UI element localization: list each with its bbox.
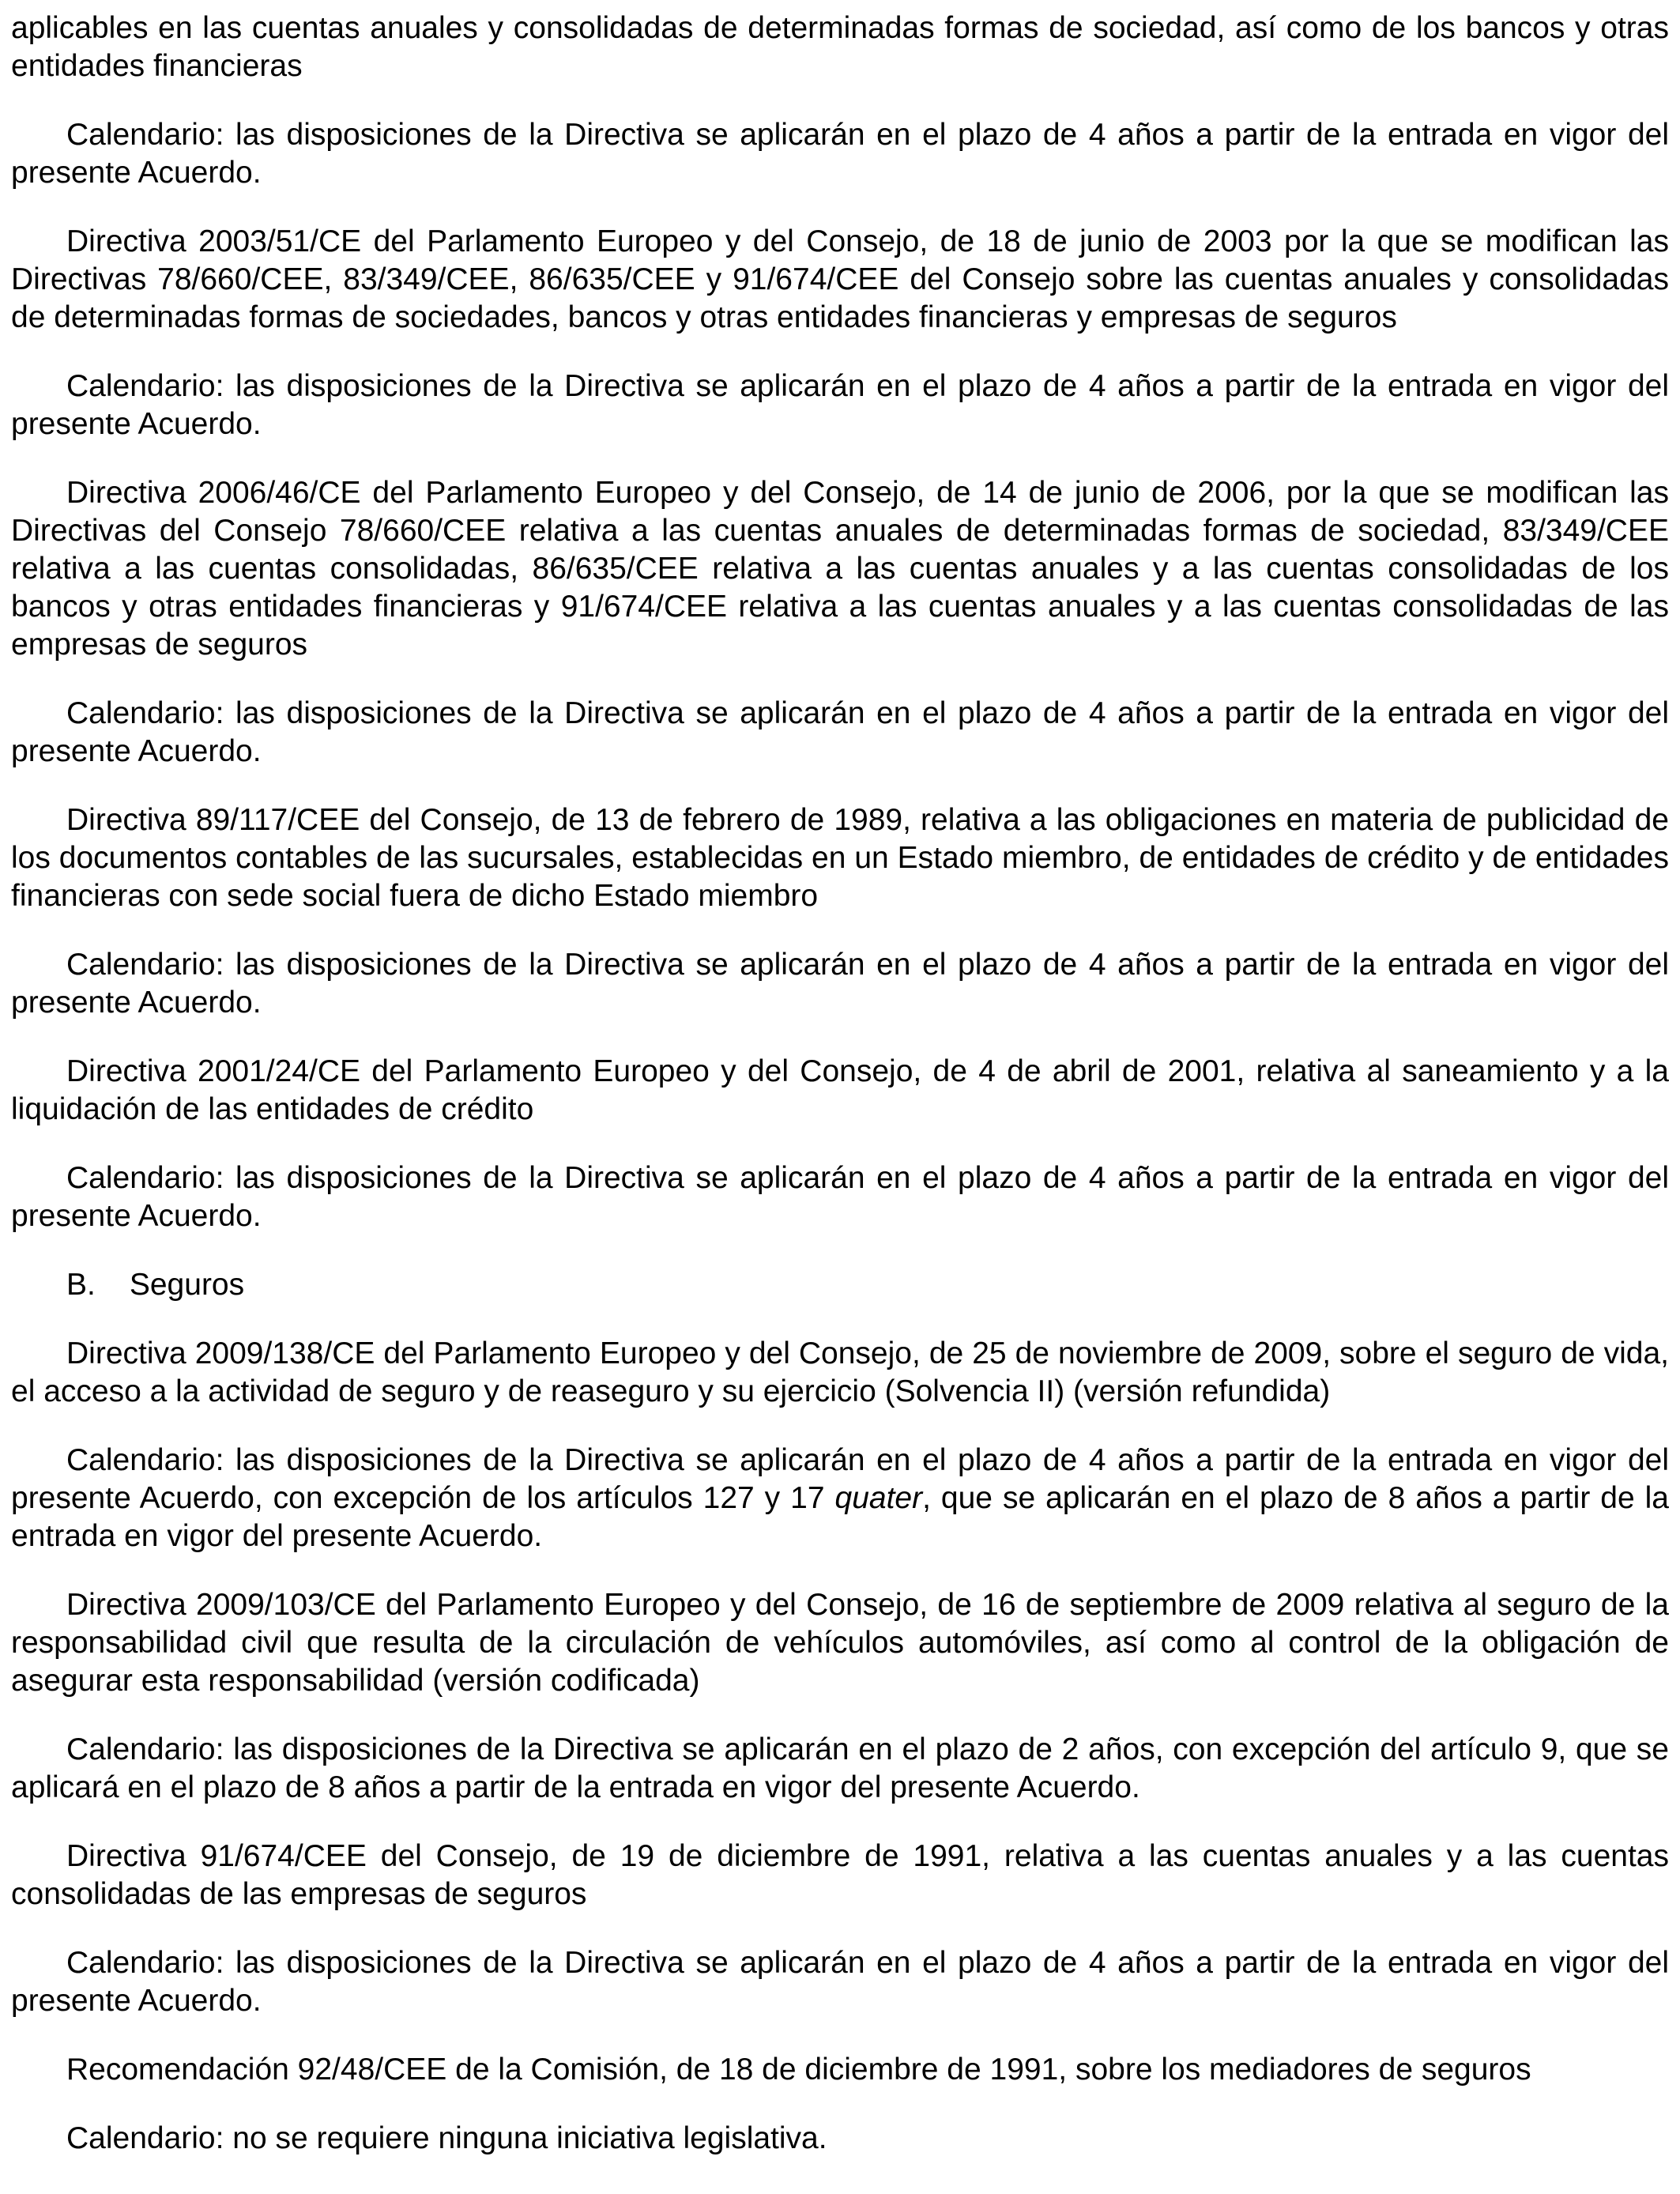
text-run: Directiva 2003/51/CE del Parlamento Europeo y del Consejo, de 18 de junio de 2003 por la que se modifican las Directivas 78/660/CEE, 83/349/CEE, 86/635/CEE y 91/674/CEE del Consejo sobre las cuentas anuales y consolidadas de determinadas formas de sociedades, bancos y otras entidades financieras y empresas de seguros [11,224,1669,334]
paragraph-directive-2009-103 [11,1586,1669,1700]
text-run: Directiva 2009/103/CE del Parlamento Europeo y del Consejo, de 16 de septiembre de 2009 relativa al seguro de la responsabilidad civil que resulta de la circulación de vehículos automóviles, así como al control de la obligación de asegurar esta responsabilidad (versión codificada) [11,1588,1669,1698]
paragraph-calendar-2-anos [11,1731,1669,1807]
text-run: Calendario: las disposiciones de la Directiva se aplicarán en el plazo de 2 años, con excepción del artículo 9, que se aplicará en el plazo de 8 años a partir de la entrada en vigor del presente Acuerdo. [11,1732,1669,1804]
paragraph-calendar-no-iniciativa [11,2120,1669,2158]
text-run: Directiva 2001/24/CE del Parlamento Europeo y del Consejo, de 4 de abril de 2001, relativa al saneamiento y a la liquidación de las entidades de crédito [11,1054,1669,1126]
paragraph-directive-2006-46 [11,474,1669,664]
italic-term: quater [834,1481,923,1515]
paragraph-directive-2003-51 [11,223,1669,337]
paragraph-calendar-4-anos [11,116,1669,192]
paragraph-calendar-4-anos [11,368,1669,443]
text-run: Directiva 2006/46/CE del Parlamento Europeo y del Consejo, de 14 de junio de 2006, por la que se modifican las Directivas del Consejo 78/660/CEE relativa a las cuentas anuales de determinadas formas de sociedad, 83/349/CEE relativa a las cuentas consolidadas, 86/635/CEE relativa a las cuentas anuales y a las cuentas consolidadas de los bancos y otras entidades financieras y 91/674/CEE relativa a las cuentas anuales y a las cuentas consolidadas de las empresas de seguros [11,476,1669,662]
paragraph-calendar-4-anos [11,1159,1669,1235]
section-heading-title: Seguros [129,1268,245,1302]
text-run: Calendario: las disposiciones de la Directiva se aplicarán en el plazo de 4 años a partir de la entrada en vigor del presente Acuerdo. [11,696,1669,768]
paragraph-directive-2009-138 [11,1335,1669,1411]
text-run: Calendario: las disposiciones de la Directiva se aplicarán en el plazo de 4 años a partir de la entrada en vigor del presente Acuerdo. [11,1946,1669,2018]
text-run: Calendario: las disposiciones de la Directiva se aplicarán en el plazo de 4 años a partir de la entrada en vigor del presente Acuerdo. [11,369,1669,441]
text-run: Recomendación 92/48/CEE de la Comisión, de 18 de diciembre de 1991, sobre los mediadores de seguros [66,2053,1531,2087]
text-run: , que se aplicarán en el plazo de 8 años a partir de la entrada en vigor del presente Acuerdo. [11,1481,1669,1553]
paragraph-continuation [11,9,1669,85]
paragraph-directive-2001-24 [11,1053,1669,1129]
text-run: aplicables en las cuentas anuales y consolidadas de determinadas formas de sociedad, así como de los bancos y otras entidades financieras [11,11,1669,83]
paragraph-recommendation-92-48 [11,2051,1669,2089]
text-run: Calendario: las disposiciones de la Directiva se aplicarán en el plazo de 4 años a partir de la entrada en vigor del presente Acuerdo. [11,948,1669,1020]
paragraph-calendar-4-anos [11,695,1669,771]
text-run: Calendario: no se requiere ninguna iniciativa legislativa. [66,2121,827,2155]
paragraph-directive-91-674 [11,1838,1669,1913]
text-run: Directiva 91/674/CEE del Consejo, de 19 de diciembre de 1991, relativa a las cuentas anuales y a las cuentas consolidadas de las empresas de seguros [11,1839,1669,1911]
text-run: Calendario: las disposiciones de la Directiva se aplicarán en el plazo de 4 años a partir de la entrada en vigor del presente Acuerdo. [11,1161,1669,1233]
text-run: Calendario: las disposiciones de la Directiva se aplicarán en el plazo de 4 años a partir de la entrada en vigor del presente Acuerdo. [11,118,1669,190]
paragraph-calendar-solvencia [11,1442,1669,1555]
text-run: Calendario: las disposiciones de la Directiva se aplicarán en el plazo de 4 años a partir de la entrada en vigor del presente Acuerdo, con excepción de los artículos 127 y 17 [11,1443,1669,1515]
text-run: Directiva 2009/138/CE del Parlamento Europeo y del Consejo, de 25 de noviembre de 2009, sobre el seguro de vida, el acceso a la actividad de seguro y de reaseguro y su ejercicio (Solvencia II) (versión refundida) [11,1336,1669,1408]
paragraph-calendar-4-anos [11,946,1669,1022]
section-heading-b-seguros [11,1266,1669,1304]
section-heading-label: B. [66,1268,96,1302]
paragraph-directive-89-117 [11,801,1669,915]
text-run: Directiva 89/117/CEE del Consejo, de 13 de febrero de 1989, relativa a las obligaciones en materia de publicidad de los documentos contables de las sucursales, establecidas en un Estado miembro, de entidades de crédito y de entidades financieras con sede social fuera de dicho Estado miembro [11,803,1669,913]
paragraph-calendar-4-anos [11,1944,1669,2020]
